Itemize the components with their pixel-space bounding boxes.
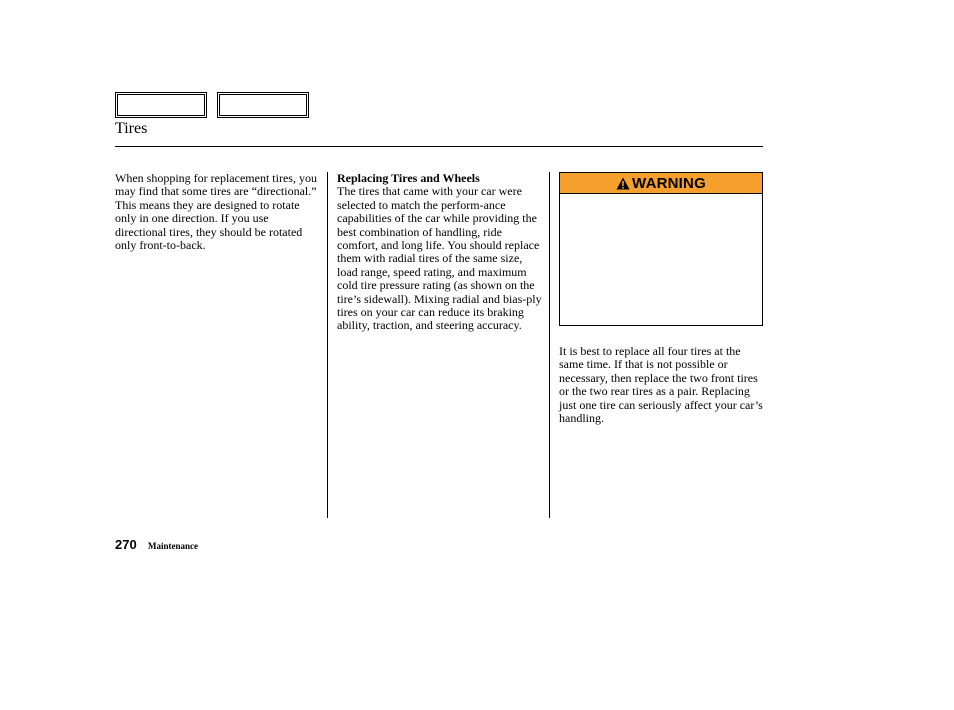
title-divider [115, 146, 763, 147]
warning-box [559, 172, 763, 326]
replacing-tires-paragraph: The tires that came with your car were selected to match the perform-ance capabilities of the car while providing the best combination of handling, ride comfort, and long life. You should replace them with radial tires of the same size, load range, speed rating, and maximum cold tire pressure rating (as shown on the tire’s sidewall). Mixing radial and bias-ply tires on your car can reduce its braking ability, traction, and steering accuracy. [337, 184, 542, 333]
text-column-3 [559, 345, 764, 425]
column-divider [549, 172, 550, 518]
page-section-name: Maintenance [148, 541, 198, 551]
nav-button-previous[interactable] [115, 92, 207, 118]
text-column-1 [115, 172, 320, 252]
nav-button-next[interactable] [217, 92, 309, 118]
replacing-tires-heading: Replacing Tires and Wheels [337, 171, 480, 185]
text-column-2 [337, 172, 542, 333]
warning-label: WARNING [632, 174, 706, 192]
warning-triangle-icon [616, 177, 630, 190]
replace-all-tires-paragraph: It is best to replace all four tires at the same time. If that is not possible or necessary, then replace the two front tires or the two rear tires as a pair. Replacing just one tire can seriously affect your car’s handling. [559, 344, 763, 426]
warning-header [560, 173, 762, 194]
column-divider [327, 172, 328, 518]
directional-tires-paragraph: When shopping for replacement tires, you may find that some tires are “directional.” This means they are designed to rotate only in one direction. If you use directional tires, they should be rotated only front-to-back. [115, 171, 317, 253]
page-number: 270 [115, 537, 137, 552]
page-title: Tires [115, 120, 148, 137]
